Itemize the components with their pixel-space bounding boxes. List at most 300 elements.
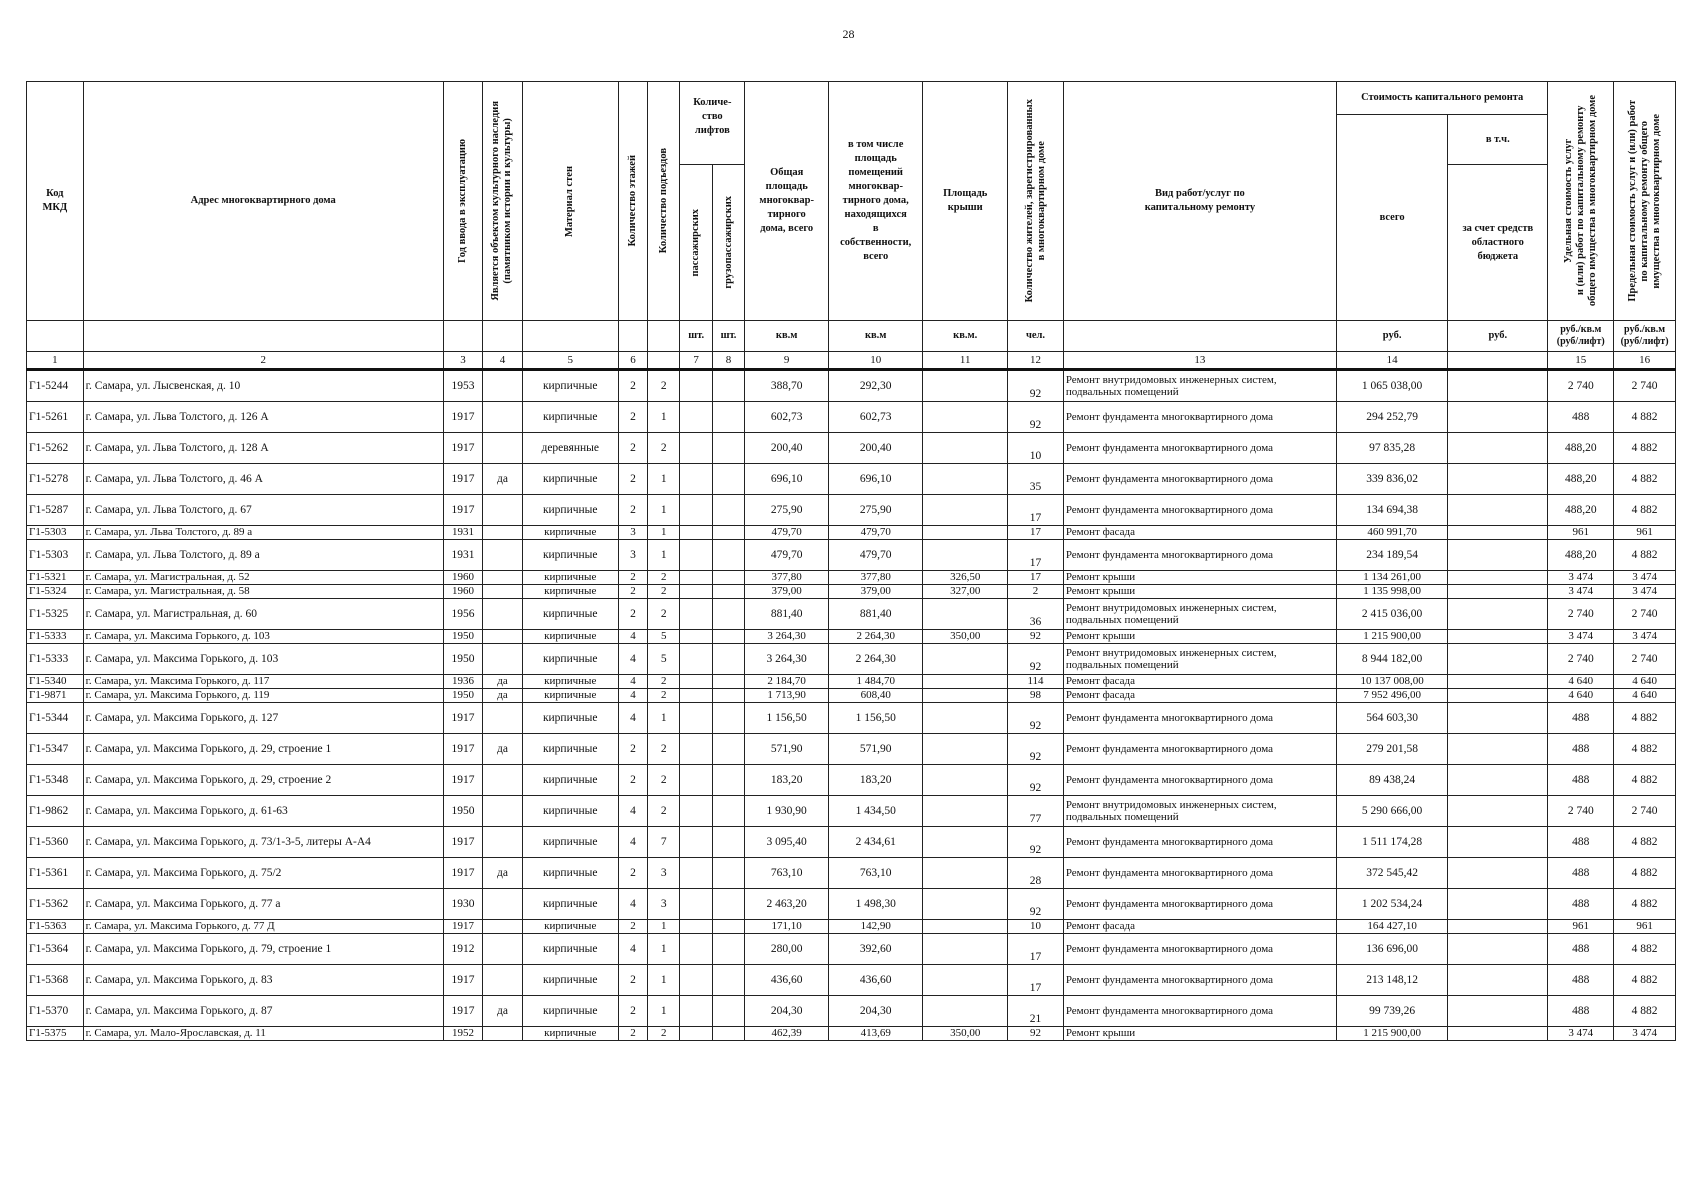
roof-area (923, 765, 1008, 796)
work-type: Ремонт крыши (1063, 585, 1336, 599)
entrance-count: 2 (648, 675, 680, 689)
units-row (27, 321, 1676, 352)
wall-material: кирпичные (522, 644, 618, 675)
work-type: Ремонт фасада (1063, 689, 1336, 703)
cost-total: 1 215 900,00 (1336, 1027, 1447, 1041)
wall-material: кирпичные (522, 965, 618, 996)
table-row (27, 571, 1676, 585)
unit-cost: 488,20 (1548, 433, 1614, 464)
cost-total: 134 694,38 (1336, 495, 1447, 526)
work-type: Ремонт фасада (1063, 526, 1336, 540)
year-built: 1917 (443, 765, 482, 796)
cost-regional (1448, 827, 1548, 858)
floor-count: 2 (618, 765, 647, 796)
area-total: 881,40 (745, 599, 829, 630)
work-type: Ремонт фундамента многоквартирного дома (1063, 858, 1336, 889)
unit-cost: 961 (1548, 526, 1614, 540)
wall-material: кирпичные (522, 630, 618, 644)
year-built: 1956 (443, 599, 482, 630)
lifts-cargo (712, 540, 744, 571)
cultural-heritage (483, 965, 522, 996)
limit-cost: 4 882 (1614, 934, 1676, 965)
house-code: Г1-5360 (27, 827, 84, 858)
house-address: г. Самара, ул. Максима Горького, д. 77 а (83, 889, 443, 920)
cost-regional (1448, 703, 1548, 734)
lifts-passenger (680, 796, 712, 827)
header-address: Адрес многоквартирного дома (83, 82, 443, 321)
floor-count: 4 (618, 630, 647, 644)
cost-total: 234 189,54 (1336, 540, 1447, 571)
entrance-count: 1 (648, 464, 680, 495)
cost-regional (1448, 644, 1548, 675)
column-number: 16 (1614, 352, 1676, 370)
area-total: 3 264,30 (745, 644, 829, 675)
roof-area (923, 796, 1008, 827)
header-lifts: Количе- ство лифтов (680, 82, 745, 165)
roof-area (923, 464, 1008, 495)
floor-count: 4 (618, 644, 647, 675)
table-row (27, 526, 1676, 540)
cost-total: 1 202 534,24 (1336, 889, 1447, 920)
lifts-cargo (712, 996, 744, 1027)
year-built: 1953 (443, 370, 482, 402)
header-unit-cost: Удельная стоимость услуг и (или) работ по капитальному ремонту общего имущества в многоквартирном доме (1562, 95, 1598, 307)
cost-total: 372 545,42 (1336, 858, 1447, 889)
unit-roof: кв.м. (923, 321, 1008, 352)
lifts-passenger (680, 965, 712, 996)
table-row (27, 734, 1676, 765)
limit-cost: 2 740 (1614, 599, 1676, 630)
lifts-passenger (680, 920, 712, 934)
lifts-passenger (680, 585, 712, 599)
cost-regional (1448, 402, 1548, 433)
lifts-cargo (712, 934, 744, 965)
work-type: Ремонт фундамента многоквартирного дома (1063, 495, 1336, 526)
wall-material: кирпичные (522, 402, 618, 433)
column-number: 2 (83, 352, 443, 370)
wall-material: кирпичные (522, 526, 618, 540)
table-row (27, 630, 1676, 644)
column-number: 15 (1548, 352, 1614, 370)
floor-count: 4 (618, 703, 647, 734)
area-owned: 379,00 (829, 585, 923, 599)
entrance-count: 1 (648, 540, 680, 571)
floor-count: 2 (618, 996, 647, 1027)
limit-cost: 4 882 (1614, 827, 1676, 858)
area-total: 1 156,50 (745, 703, 829, 734)
cost-regional (1448, 996, 1548, 1027)
entrance-count: 1 (648, 703, 680, 734)
limit-cost: 4 882 (1614, 965, 1676, 996)
floor-count: 4 (618, 889, 647, 920)
area-total: 183,20 (745, 765, 829, 796)
table-header (27, 82, 1676, 370)
house-code: Г1-5370 (27, 996, 84, 1027)
house-code: Г1-5364 (27, 934, 84, 965)
house-code: Г1-5278 (27, 464, 84, 495)
cultural-heritage: да (483, 689, 522, 703)
resident-count: 92 (1008, 703, 1064, 734)
house-code: Г1-5325 (27, 599, 84, 630)
cost-regional (1448, 889, 1548, 920)
area-total: 479,70 (745, 540, 829, 571)
area-owned: 1 484,70 (829, 675, 923, 689)
work-type: Ремонт внутридомовых инженерных систем, подвальных помещений (1063, 644, 1336, 675)
lifts-cargo (712, 703, 744, 734)
limit-cost: 4 882 (1614, 464, 1676, 495)
cost-total: 7 952 496,00 (1336, 689, 1447, 703)
unit-cost: 2 740 (1548, 644, 1614, 675)
work-type: Ремонт фундамента многоквартирного дома (1063, 734, 1336, 765)
column-number (648, 352, 680, 370)
work-type: Ремонт фундамента многоквартирного дома (1063, 765, 1336, 796)
limit-cost: 4 882 (1614, 402, 1676, 433)
entrance-count: 2 (648, 734, 680, 765)
column-number: 13 (1063, 352, 1336, 370)
lifts-cargo (712, 370, 744, 402)
lifts-passenger (680, 571, 712, 585)
year-built: 1917 (443, 827, 482, 858)
unit-cost: 4 640 (1548, 689, 1614, 703)
cost-total: 10 137 008,00 (1336, 675, 1447, 689)
area-owned: 275,90 (829, 495, 923, 526)
entrance-count: 2 (648, 370, 680, 402)
limit-cost: 3 474 (1614, 585, 1676, 599)
house-address: г. Самара, ул. Максима Горького, д. 29, строение 1 (83, 734, 443, 765)
wall-material: кирпичные (522, 827, 618, 858)
cost-regional (1448, 526, 1548, 540)
cost-total: 136 696,00 (1336, 934, 1447, 965)
area-total: 171,10 (745, 920, 829, 934)
house-code: Г1-9871 (27, 689, 84, 703)
area-total: 3 264,30 (745, 630, 829, 644)
lifts-passenger (680, 370, 712, 402)
year-built: 1917 (443, 433, 482, 464)
house-code: Г1-5244 (27, 370, 84, 402)
area-owned: 608,40 (829, 689, 923, 703)
roof-area (923, 934, 1008, 965)
lifts-passenger (680, 996, 712, 1027)
year-built: 1917 (443, 734, 482, 765)
limit-cost: 4 640 (1614, 689, 1676, 703)
resident-count: 10 (1008, 433, 1064, 464)
unit-cost: 4 640 (1548, 675, 1614, 689)
limit-cost: 4 882 (1614, 996, 1676, 1027)
lifts-passenger (680, 934, 712, 965)
unit-cost: 3 474 (1548, 585, 1614, 599)
cost-total: 294 252,79 (1336, 402, 1447, 433)
wall-material: кирпичные (522, 599, 618, 630)
header-area-total: Общая площадь многоквар- тирного дома, всего (745, 82, 829, 321)
cost-regional (1448, 599, 1548, 630)
unit-cost: 488 (1548, 703, 1614, 734)
work-type: Ремонт фундамента многоквартирного дома (1063, 996, 1336, 1027)
unit-cost: 488 (1548, 889, 1614, 920)
entrance-count: 2 (648, 599, 680, 630)
wall-material: кирпичные (522, 889, 618, 920)
cost-regional (1448, 920, 1548, 934)
column-number (1448, 352, 1548, 370)
area-total: 377,80 (745, 571, 829, 585)
cost-total: 1 215 900,00 (1336, 630, 1447, 644)
area-total: 436,60 (745, 965, 829, 996)
floor-count: 3 (618, 540, 647, 571)
resident-count: 17 (1008, 934, 1064, 965)
lifts-passenger (680, 630, 712, 644)
year-built: 1950 (443, 644, 482, 675)
table-row (27, 996, 1676, 1027)
entrance-count: 1 (648, 526, 680, 540)
house-address: г. Самара, ул. Максима Горького, д. 75/2 (83, 858, 443, 889)
year-built: 1917 (443, 703, 482, 734)
limit-cost: 4 882 (1614, 540, 1676, 571)
house-address: г. Самара, ул. Магистральная, д. 60 (83, 599, 443, 630)
header-material: Материал стен (564, 165, 576, 237)
floor-count: 2 (618, 1027, 647, 1041)
header-residents: Количество жителей, зарегистрированных в многоквартирном доме (1023, 99, 1047, 303)
table-row (27, 858, 1676, 889)
page-number: 28 (842, 27, 855, 41)
cultural-heritage (483, 370, 522, 402)
cultural-heritage (483, 495, 522, 526)
area-total: 602,73 (745, 402, 829, 433)
cost-regional (1448, 734, 1548, 765)
lifts-passenger (680, 644, 712, 675)
cost-total: 279 201,58 (1336, 734, 1447, 765)
unit-cost: 488 (1548, 402, 1614, 433)
lifts-passenger (680, 526, 712, 540)
table-row (27, 689, 1676, 703)
resident-count: 92 (1008, 630, 1064, 644)
lifts-cargo (712, 796, 744, 827)
cost-regional (1448, 765, 1548, 796)
floor-count: 2 (618, 433, 647, 464)
house-code: Г1-5362 (27, 889, 84, 920)
floor-count: 2 (618, 402, 647, 433)
unit-residents: чел. (1008, 321, 1064, 352)
house-address: г. Самара, ул. Льва Толстого, д. 126 А (83, 402, 443, 433)
floor-count: 4 (618, 827, 647, 858)
house-code: Г1-5303 (27, 526, 84, 540)
header-roof-area: Площадь крыши (923, 82, 1008, 321)
house-address: г. Самара, ул. Лысвенская, д. 10 (83, 370, 443, 402)
header-cost-regional: за счет средств областного бюджета (1448, 165, 1548, 321)
resident-count: 92 (1008, 827, 1064, 858)
work-type: Ремонт фундамента многоквартирного дома (1063, 703, 1336, 734)
lifts-cargo (712, 585, 744, 599)
entrance-count: 3 (648, 858, 680, 889)
table-row (27, 934, 1676, 965)
entrance-count: 2 (648, 585, 680, 599)
limit-cost: 2 740 (1614, 370, 1676, 402)
floor-count: 4 (618, 934, 647, 965)
column-number: 12 (1008, 352, 1064, 370)
unit-cost: 2 740 (1548, 599, 1614, 630)
header-entrances: Количество подъездов (657, 148, 669, 254)
house-code: Г1-5347 (27, 734, 84, 765)
unit-cost: 488 (1548, 827, 1614, 858)
table-row (27, 675, 1676, 689)
resident-count: 92 (1008, 889, 1064, 920)
unit-area-total: кв.м (745, 321, 829, 352)
area-owned: 602,73 (829, 402, 923, 433)
year-built: 1960 (443, 585, 482, 599)
work-type: Ремонт внутридомовых инженерных систем, подвальных помещений (1063, 599, 1336, 630)
resident-count: 17 (1008, 965, 1064, 996)
limit-cost: 2 740 (1614, 644, 1676, 675)
area-owned: 479,70 (829, 540, 923, 571)
house-code: Г1-5324 (27, 585, 84, 599)
house-address: г. Самара, ул. Максима Горького, д. 103 (83, 630, 443, 644)
limit-cost: 2 740 (1614, 796, 1676, 827)
limit-cost: 4 640 (1614, 675, 1676, 689)
area-owned: 377,80 (829, 571, 923, 585)
house-code: Г1-5348 (27, 765, 84, 796)
year-built: 1917 (443, 858, 482, 889)
work-type: Ремонт фундамента многоквартирного дома (1063, 402, 1336, 433)
house-address: г. Самара, ул. Льва Толстого, д. 46 А (83, 464, 443, 495)
house-address: г. Самара, ул. Максима Горького, д. 29, строение 2 (83, 765, 443, 796)
cultural-heritage: да (483, 734, 522, 765)
unit-cost: 3 474 (1548, 630, 1614, 644)
wall-material: кирпичные (522, 996, 618, 1027)
entrance-count: 1 (648, 402, 680, 433)
work-type: Ремонт крыши (1063, 630, 1336, 644)
entrance-count: 1 (648, 996, 680, 1027)
lifts-cargo (712, 402, 744, 433)
resident-count: 92 (1008, 734, 1064, 765)
wall-material: деревянные (522, 433, 618, 464)
wall-material: кирпичные (522, 464, 618, 495)
unit-unit-cost: руб./кв.м (руб/лифт) (1548, 321, 1614, 352)
cost-total: 2 415 036,00 (1336, 599, 1447, 630)
lifts-cargo (712, 920, 744, 934)
unit-cost: 488,20 (1548, 464, 1614, 495)
resident-count: 21 (1008, 996, 1064, 1027)
cultural-heritage (483, 827, 522, 858)
area-owned: 204,30 (829, 996, 923, 1027)
header-cultural: Является объектом культурного наследия (памятником истории и культуры) (490, 101, 514, 301)
cost-regional (1448, 540, 1548, 571)
area-total: 379,00 (745, 585, 829, 599)
area-total: 571,90 (745, 734, 829, 765)
lifts-passenger (680, 703, 712, 734)
area-total: 388,70 (745, 370, 829, 402)
entrance-count: 2 (648, 796, 680, 827)
work-type: Ремонт фасада (1063, 675, 1336, 689)
cultural-heritage: да (483, 464, 522, 495)
entrance-count: 1 (648, 965, 680, 996)
wall-material: кирпичные (522, 734, 618, 765)
work-type: Ремонт крыши (1063, 1027, 1336, 1041)
lifts-cargo (712, 1027, 744, 1041)
cultural-heritage (483, 630, 522, 644)
year-built: 1950 (443, 630, 482, 644)
cultural-heritage (483, 920, 522, 934)
cost-total: 97 835,28 (1336, 433, 1447, 464)
area-total: 696,10 (745, 464, 829, 495)
work-type: Ремонт фундамента многоквартирного дома (1063, 433, 1336, 464)
cost-regional (1448, 934, 1548, 965)
house-address: г. Самара, ул. Максима Горького, д. 61-63 (83, 796, 443, 827)
header-area-owned: в том числе площадь помещений многоквар- тирного дома, находящихся в собственности, всего (829, 82, 923, 321)
area-owned: 436,60 (829, 965, 923, 996)
house-address: г. Самара, ул. Максима Горького, д. 117 (83, 675, 443, 689)
cost-total: 460 991,70 (1336, 526, 1447, 540)
roof-area: 327,00 (923, 585, 1008, 599)
capital-repair-table (26, 81, 1676, 1041)
work-type: Ремонт фундамента многоквартирного дома (1063, 540, 1336, 571)
house-address: г. Самара, ул. Мало-Ярославская, д. 11 (83, 1027, 443, 1041)
area-total: 1 930,90 (745, 796, 829, 827)
cultural-heritage (483, 402, 522, 433)
wall-material: кирпичные (522, 934, 618, 965)
unit-cost: 2 740 (1548, 796, 1614, 827)
cultural-heritage (483, 526, 522, 540)
limit-cost: 3 474 (1614, 1027, 1676, 1041)
resident-count: 35 (1008, 464, 1064, 495)
lifts-passenger (680, 827, 712, 858)
table-row (27, 765, 1676, 796)
wall-material: кирпичные (522, 675, 618, 689)
house-address: г. Самара, ул. Максима Горького, д. 119 (83, 689, 443, 703)
cost-regional (1448, 370, 1548, 402)
cost-total: 5 290 666,00 (1336, 796, 1447, 827)
roof-area (923, 734, 1008, 765)
wall-material: кирпичные (522, 689, 618, 703)
year-built: 1931 (443, 540, 482, 571)
header-lifts-cargo: грузопассажирских (722, 196, 734, 289)
work-type: Ремонт фундамента многоквартирного дома (1063, 934, 1336, 965)
year-built: 1917 (443, 464, 482, 495)
entrance-count: 1 (648, 934, 680, 965)
floor-count: 2 (618, 920, 647, 934)
table-row (27, 920, 1676, 934)
lifts-cargo (712, 464, 744, 495)
year-built: 1960 (443, 571, 482, 585)
cost-regional (1448, 689, 1548, 703)
work-type: Ремонт внутридомовых инженерных систем, подвальных помещений (1063, 796, 1336, 827)
table-row (27, 827, 1676, 858)
work-type: Ремонт фундамента многоквартирного дома (1063, 827, 1336, 858)
house-address: г. Самара, ул. Магистральная, д. 52 (83, 571, 443, 585)
house-address: г. Самара, ул. Максима Горького, д. 127 (83, 703, 443, 734)
column-number: 10 (829, 352, 923, 370)
resident-count: 17 (1008, 540, 1064, 571)
cost-regional (1448, 585, 1548, 599)
work-type: Ремонт фасада (1063, 920, 1336, 934)
work-type: Ремонт фундамента многоквартирного дома (1063, 464, 1336, 495)
cultural-heritage (483, 599, 522, 630)
column-number: 7 (680, 352, 712, 370)
unit-cost: 488,20 (1548, 495, 1614, 526)
house-address: г. Самара, ул. Магистральная, д. 58 (83, 585, 443, 599)
cultural-heritage (483, 571, 522, 585)
roof-area (923, 495, 1008, 526)
header-floors: Количество этажей (626, 155, 638, 247)
limit-cost: 961 (1614, 920, 1676, 934)
wall-material: кирпичные (522, 585, 618, 599)
house-address: г. Самара, ул. Максима Горького, д. 73/1-3-5, литеры А-А4 (83, 827, 443, 858)
cultural-heritage (483, 796, 522, 827)
cultural-heritage: да (483, 858, 522, 889)
lifts-cargo (712, 571, 744, 585)
roof-area (923, 965, 1008, 996)
work-type: Ремонт фундамента многоквартирного дома (1063, 965, 1336, 996)
area-owned: 1 434,50 (829, 796, 923, 827)
work-type: Ремонт внутридомовых инженерных систем, подвальных помещений (1063, 370, 1336, 402)
cost-total: 564 603,30 (1336, 703, 1447, 734)
